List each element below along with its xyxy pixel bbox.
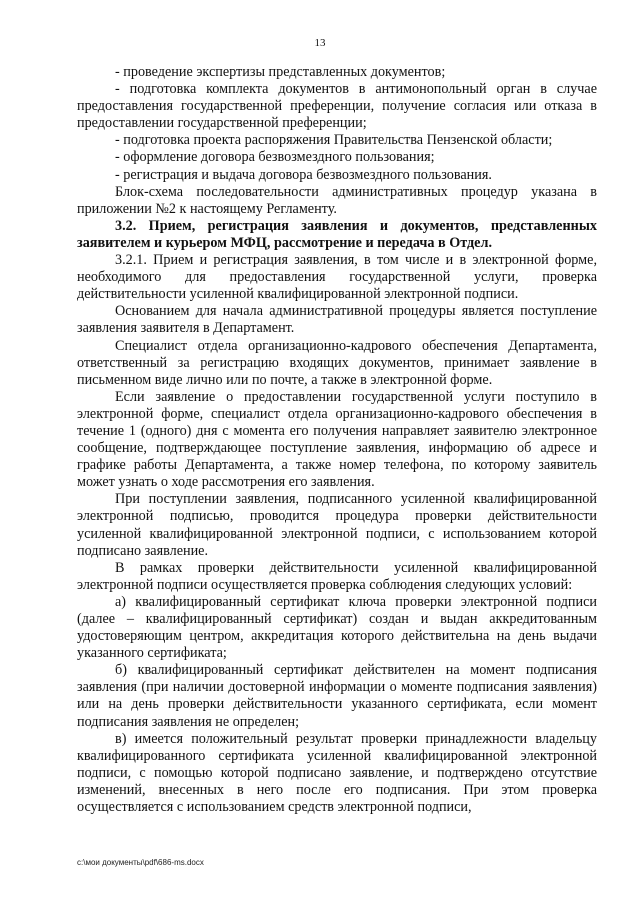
paragraph: Специалист отдела организационно-кадрового обеспечения Департамента, ответственный за регистрацию входящих документов, принимает заявление в письменном виде лично или по почте, а также в электронной форме. bbox=[77, 337, 597, 388]
list-item: - регистрация и выдача договора безвозмездного пользования. bbox=[115, 166, 492, 183]
paragraph: При поступлении заявления, подписанного усиленной квалифицированной электронной подписью, проводится процедура проверки действительности усиленной квалифицированной электронной подписи, с использованием которой подписано заявление. bbox=[77, 491, 597, 559]
paragraph: а) квалифицированный сертификат ключа проверки электронной подписи (далее – квалифицированный сертификат) создан и выдан аккредитованным удостоверяющим центром, аккредитация которого действительна на день выдачи указанного сертификата; bbox=[77, 593, 597, 662]
paragraph: б) квалифицированный сертификат действителен на момент подписания заявления (при наличии достоверной информации о моменте подписания заявления) или на день проверки действительности указанного сертификата, если момент подписания заявления не определен; bbox=[77, 662, 597, 730]
flowchart-note: Блок-схема последовательности административных процедур указана в приложении №2 к настоящему Регламенту. bbox=[77, 183, 597, 217]
list-item: - подготовка комплекта документов в антимонопольный орган в случае предоставления государственной преференции, получение согласия или отказа в предоставлении государственной преференции; bbox=[77, 81, 597, 132]
paragraph: в) имеется положительный результат проверки принадлежности владельцу квалифицированного сертификата усиленной квалифицированной электронной подписи, с помощью которой подписано заявление, и подтверждено отсутствие изменений, внесенных в него после его подписания. При этом проверка осуществляется с использованием средств электронной подписи, bbox=[77, 730, 597, 816]
list-item: - оформление договора безвозмездного пользования; bbox=[115, 149, 435, 166]
paragraph: Если заявление о предоставлении государственной услуги поступило в электронной форме, специалист отдела организационно-кадрового обеспечения в течение 1 (одного) дня с момента его получения направляет заявителю электронное сообщение, подтверждающее поступление заявления, информацию об адресе и графике работы Департамента, а также номер телефона, по которому заявитель может узнать о ходе рассмотрения его заявления. bbox=[77, 388, 597, 491]
file-path-footer: c:\мои документы\pdf\686-ms.docx bbox=[77, 858, 204, 867]
list-item: - подготовка проекта распоряжения Правительства Пензенской области; bbox=[115, 132, 553, 149]
paragraph: 3.2.1. Прием и регистрация заявления, в том числе и в электронной форме, необходимого для предоставления государственной услуги, проверка действительности усиленной квалифицированной электронной подписи. bbox=[77, 252, 597, 303]
paragraph: В рамках проверки действительности усиленной квалифицированной электронной подписи осуществляется проверка соблюдения следующих условий: bbox=[77, 559, 597, 593]
paragraph: Основанием для начала административной процедуры является поступление заявления заявителя в Департамент. bbox=[77, 303, 597, 337]
section-heading: 3.2. Прием, регистрация заявления и документов, представленных заявителем и курьером МФЦ, рассмотрение и передача в Отдел. bbox=[77, 217, 597, 251]
page-number: 13 bbox=[314, 37, 326, 49]
document-body bbox=[77, 64, 597, 816]
list-item: - проведение экспертизы представленных документов; bbox=[115, 64, 446, 80]
